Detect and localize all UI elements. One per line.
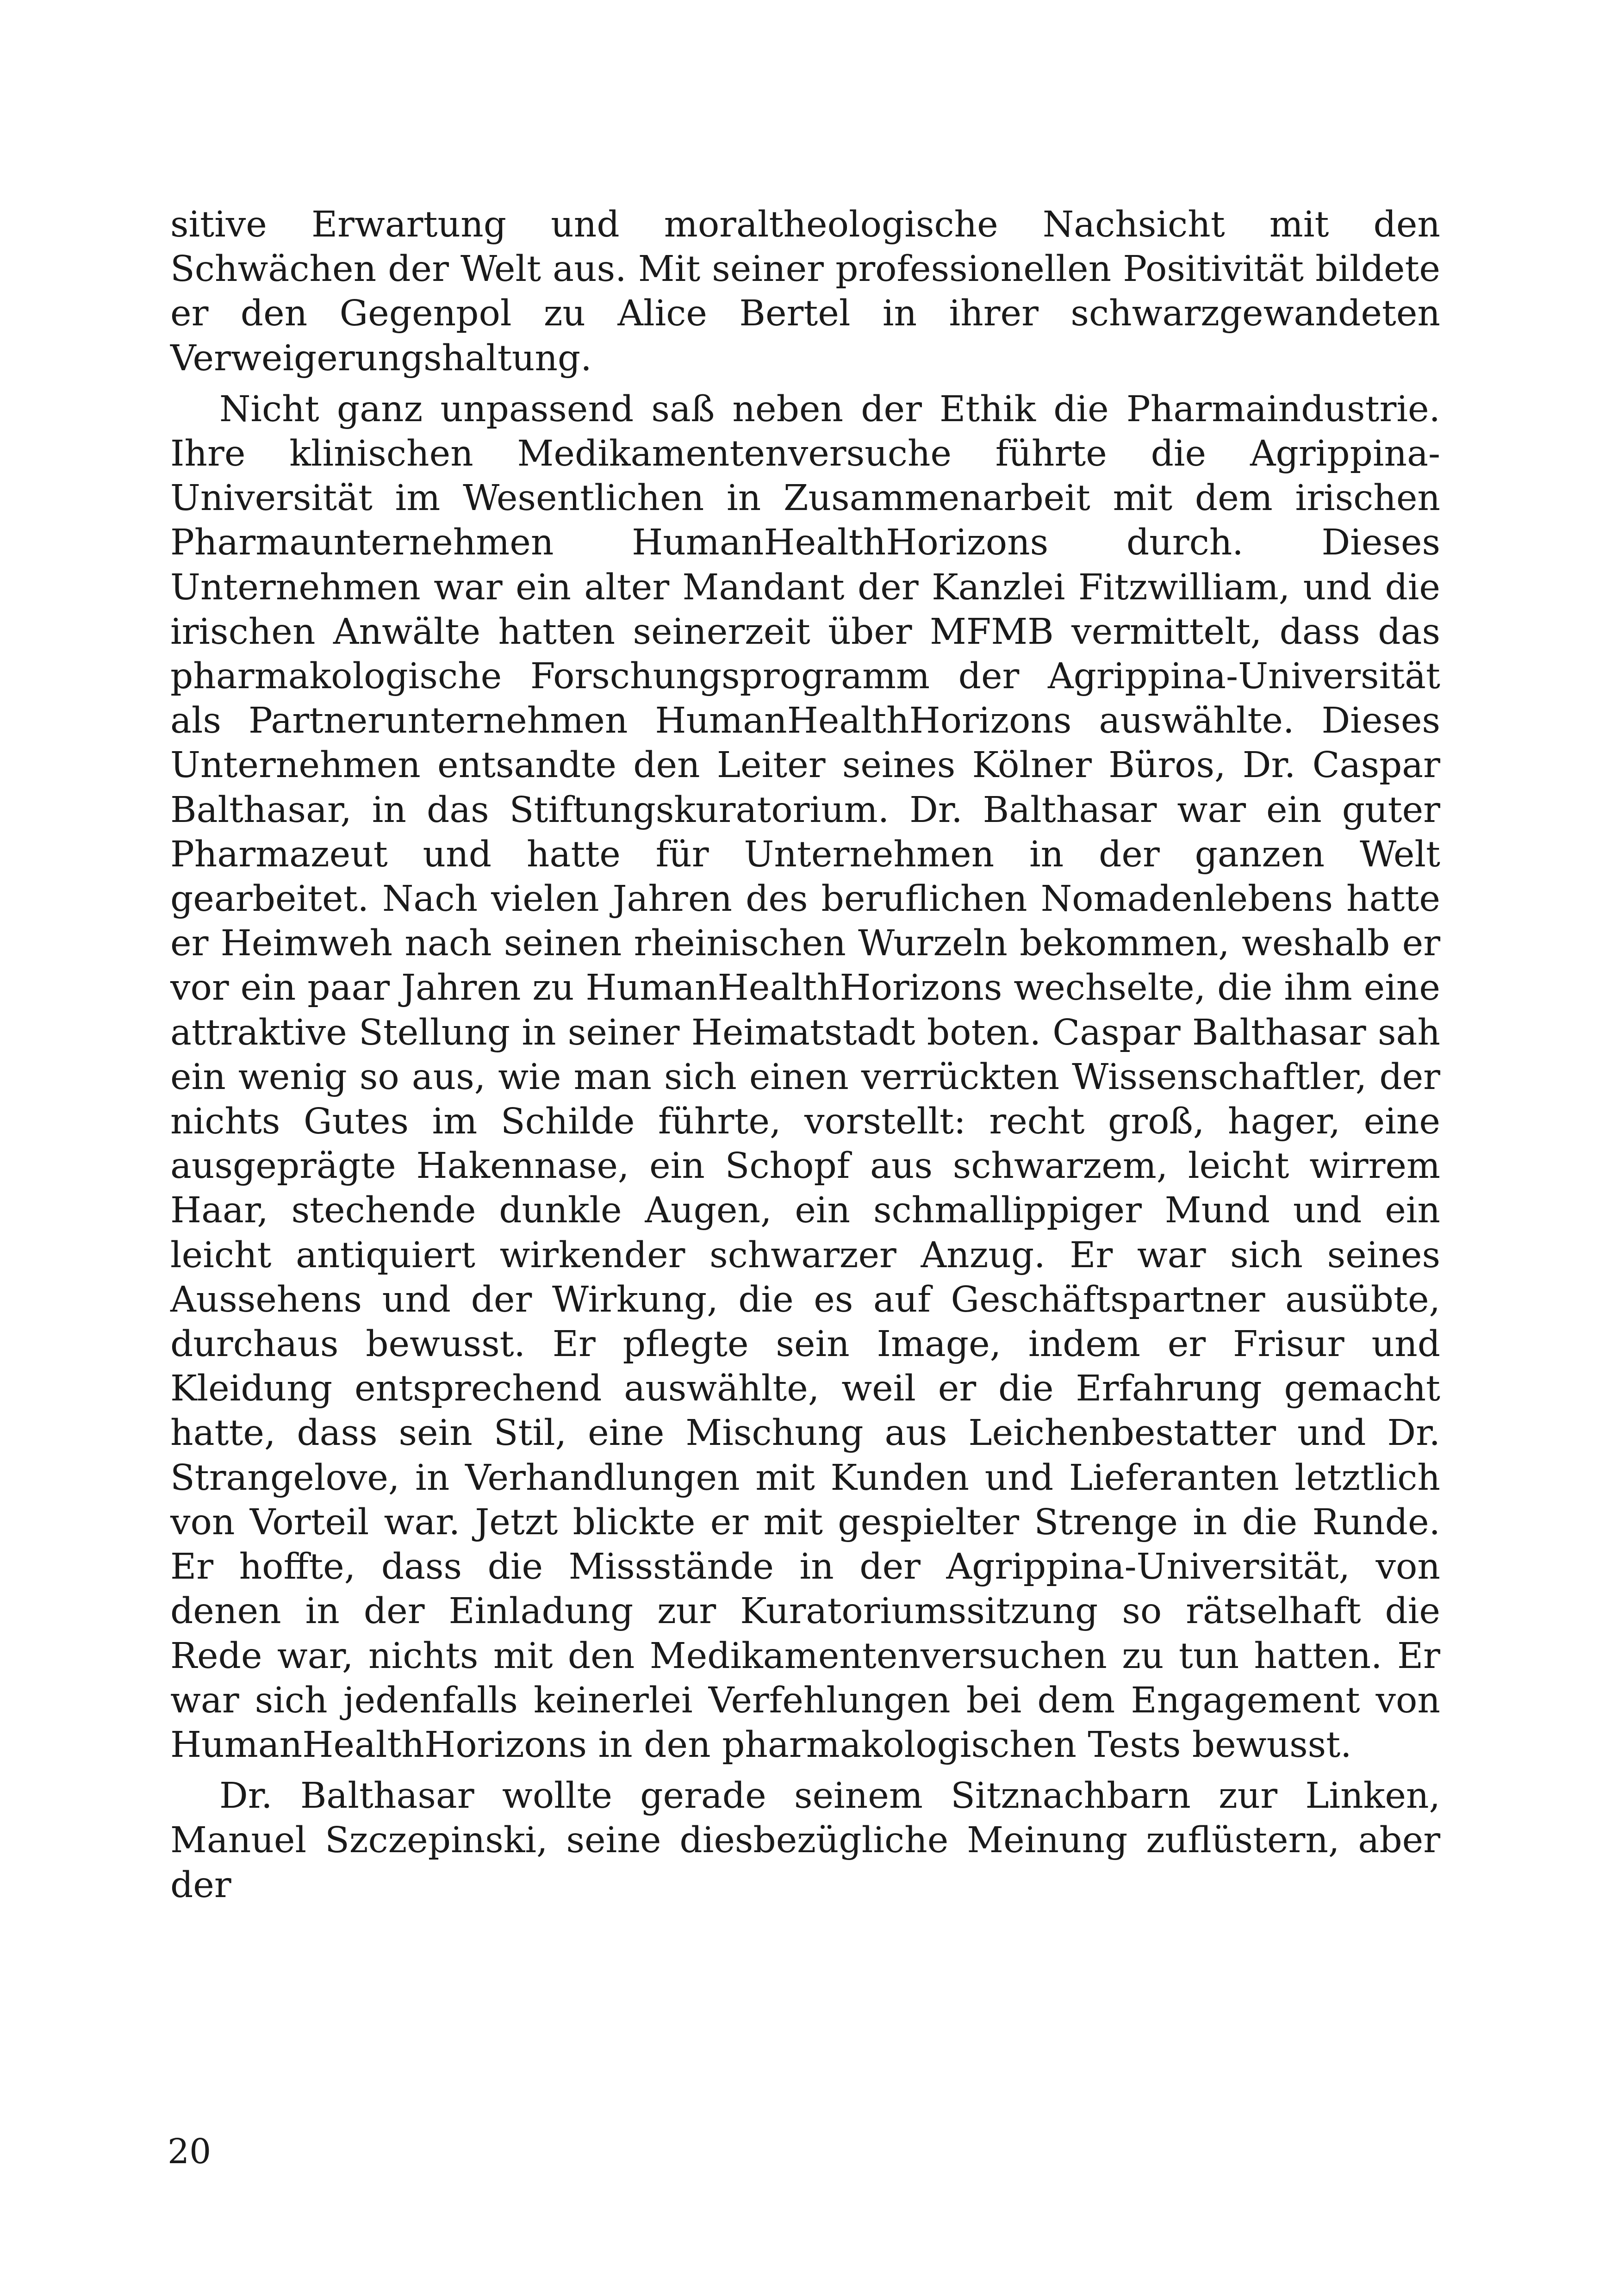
body-text	[170, 203, 1440, 1914]
paragraph-pharma: Nicht ganz unpassend saß neben der Ethik die Pharmaindustrie. Ihre klinischen Medikamentenversuche führte die Agrippina-Universität im Wesentlichen in Zusammenarbeit mit dem irischen Pharmaunternehmen HumanHealthHorizons durch. Dieses Unternehmen war ein alter Mandant der Kanzlei Fitzwilliam, und die irischen Anwälte hatten seinerzeit über MFMB vermittelt, dass das pharmakologische Forschungsprogramm der Agrippina-Universität als Partnerunternehmen HumanHealthHorizons auswählte. Dieses Unternehmen entsandte den Leiter seines Kölner Büros, Dr. Caspar Balthasar, in das Stiftungskuratorium. Dr. Balthasar war ein guter Pharmazeut und hatte für Unternehmen in der ganzen Welt gearbeitet. Nach vielen Jahren des beruflichen Nomadenlebens hatte er Heimweh nach seinen rheinischen Wurzeln bekommen, weshalb er vor ein paar Jahren zu HumanHealthHorizons wechselte, die ihm eine attraktive Stellung in seiner Heimatstadt boten. Caspar Balthasar sah ein wenig so aus, wie man sich einen verrückten Wissenschaftler, der nichts Gutes im Schilde führte, vorstellt: recht groß, hager, eine ausgeprägte Hakennase, ein Schopf aus schwarzem, leicht wirrem Haar, stechende dunkle Augen, ein schmallippiger Mund und ein leicht antiquiert wirkender schwarzer Anzug. Er war sich seines Aussehens und der Wirkung, die es auf Geschäftspartner ausübte, durchaus bewusst. Er pflegte sein Image, indem er Frisur und Kleidung entsprechend auswählte, weil er die Erfahrung gemacht hatte, dass sein Stil, eine Mischung aus Leichenbestatter und Dr. Strangelove, in Verhandlungen mit Kunden und Lieferanten letztlich von Vorteil war. Jetzt blickte er mit gespielter Strenge in die Runde. Er hoffte, dass die Missstände in der Agrippina-Universität, von denen in der Einladung zur Kuratoriumssitzung so rätselhaft die Rede war, nichts mit den Medikamentenversuchen zu tun hatten. Er war sich jedenfalls keinerlei Verfehlungen bei dem Engagement von HumanHealthHorizons in den pharmakologischen Tests bewusst.	[170, 388, 1440, 1766]
paragraph-balthasar: Dr. Balthasar wollte gerade seinem Sitznachbarn zur Linken, Manuel Szczepinski, seine diesbezügliche Meinung zuflüstern, aber der	[170, 1775, 1440, 1906]
page-number: 20	[168, 2132, 212, 2172]
paragraph-continuation: sitive Erwartung und moraltheologische Nachsicht mit den Schwächen der Welt aus. Mit seiner professionellen Positivität bildete er den Gegenpol zu Alice Bertel in ihrer schwarzgewandeten Verweigerungshaltung.	[170, 204, 1440, 379]
